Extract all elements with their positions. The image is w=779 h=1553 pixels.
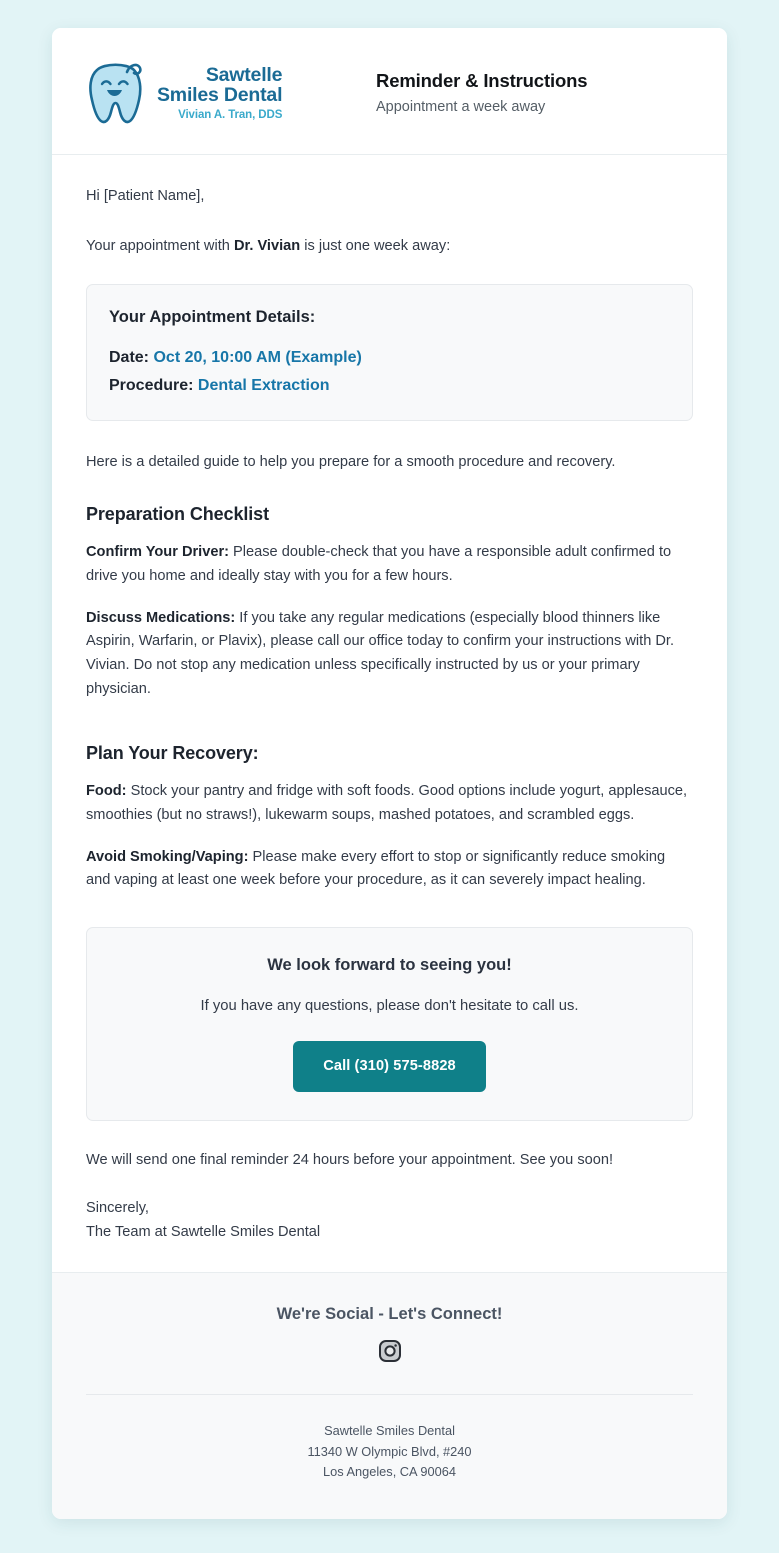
- lede-suffix: is just one week away:: [300, 237, 451, 254]
- brand-logo: [86, 58, 358, 126]
- prep-item-medications: [86, 607, 693, 702]
- header-titles: [358, 70, 587, 115]
- prep-item-driver-text: Please double-check that you have a responsible adult confirmed to drive you home and ideally stay with you for a few hours.: [86, 544, 672, 585]
- prep-item-driver: [86, 541, 693, 588]
- page-title: Reminder & Instructions: [376, 69, 588, 91]
- procedure-value: Dental Extraction: [197, 377, 330, 395]
- social-heading: We're Social - Let's Connect!: [276, 1305, 503, 1324]
- signoff-block: [86, 1197, 693, 1244]
- doctor-name: Dr. Vivian: [233, 237, 301, 254]
- prep-item-medications-label: Discuss Medications:: [86, 609, 236, 626]
- closing-paragraph: We will send one final reminder 24 hours before your appointment. See you soon!: [86, 1152, 614, 1169]
- signoff-line-2: The Team at Sawtelle Smiles Dental: [86, 1223, 321, 1240]
- brand-line-2: Smiles Dental: [157, 84, 283, 107]
- page-subtitle: Appointment a week away: [376, 98, 546, 115]
- recovery-item-smoking-text: Please make every effort to stop or significantly reduce smoking and vaping at least one week before your procedure, as it can severely impact healing.: [86, 848, 666, 889]
- email-body: [52, 155, 727, 1272]
- email-footer: [52, 1272, 727, 1518]
- brand-line-3: Vivian A. Tran, DDS: [178, 109, 283, 122]
- prep-item-driver-label: Confirm Your Driver:: [86, 544, 229, 561]
- cta-subtext: If you have any questions, please don't hesitate to call us.: [200, 997, 579, 1014]
- recovery-item-food-label: Food:: [86, 783, 127, 800]
- brand-wordmark: [157, 63, 282, 122]
- greeting-text: Hi [Patient Name],: [86, 188, 205, 204]
- date-label: Date:: [109, 349, 150, 366]
- footer-address: [86, 1421, 693, 1482]
- call-to-action-box: [86, 927, 693, 1121]
- recovery-item-food: [86, 780, 693, 827]
- cta-heading: We look forward to seeing you!: [267, 955, 512, 974]
- address-line-3: Los Angeles, CA 90064: [322, 1464, 457, 1480]
- recovery-item-smoking: [86, 846, 693, 893]
- appointment-date-row: [109, 346, 670, 370]
- lede-paragraph: [86, 235, 693, 259]
- recovery-item-smoking-label: Avoid Smoking/Vaping:: [86, 848, 249, 865]
- brand-line-1: Sawtelle: [205, 63, 283, 86]
- signoff-line-1: Sincerely,: [86, 1199, 149, 1216]
- appointment-procedure-row: [109, 374, 670, 398]
- address-line-2: 11340 W Olympic Blvd, #240: [307, 1443, 472, 1459]
- plan-recovery-heading: Plan Your Recovery:: [86, 743, 259, 764]
- email-card: [52, 28, 727, 1519]
- procedure-label: Procedure:: [109, 377, 194, 395]
- footer-divider: [86, 1394, 693, 1395]
- date-value: Oct 20, 10:00 AM (Example): [153, 349, 362, 366]
- address-line-1: Sawtelle Smiles Dental: [324, 1423, 455, 1439]
- email-header: [52, 28, 727, 155]
- preparation-checklist-heading: Preparation Checklist: [86, 504, 269, 525]
- call-phone-button[interactable]: Call (310) 575-8828: [293, 1041, 486, 1093]
- instagram-icon[interactable]: [377, 1338, 403, 1364]
- smiling-tooth-logo-icon: [86, 58, 144, 126]
- prep-item-medications-text: If you take any regular medications (especially blood thinners like Aspirin, Warfarin, or Plavix), please call our office today to confirm your instructions with Dr. Vivian. Do not stop any medication unless specifically instructed by us or your primary physician.: [86, 609, 675, 697]
- appointment-details-box: [86, 284, 693, 420]
- lede-prefix: Your appointment with: [86, 237, 234, 254]
- appointment-box-title: Your Appointment Details:: [109, 308, 316, 327]
- recovery-item-food-text: Stock your pantry and fridge with soft foods. Good options include yogurt, applesauce, smoothies (but no straws!), lukewarm soups, mashed potatoes, and scrambled eggs.: [86, 783, 688, 824]
- social-links-row: [86, 1338, 693, 1364]
- intro-guide-text: Here is a detailed guide to help you prepare for a smooth procedure and recovery.: [86, 453, 616, 470]
